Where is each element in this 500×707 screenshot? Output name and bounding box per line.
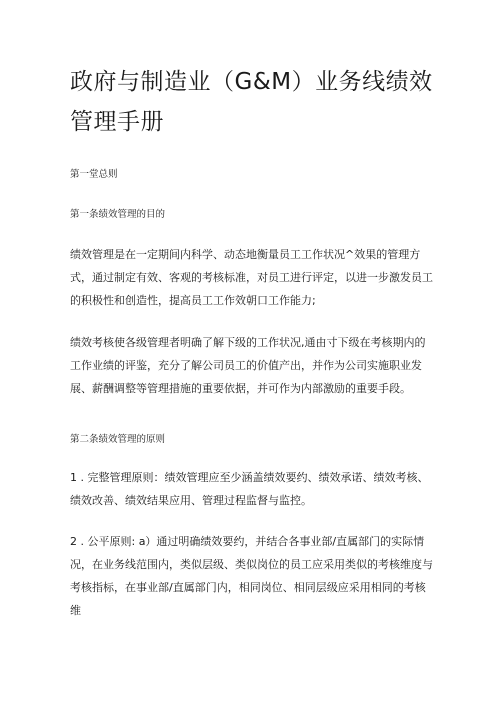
principle-2: 2 . 公平原则: a）通过明确绩效要约，并结合各事业部/直属部门的实际情况，在业务线范围内，类似层级、类似岗位的员工应采用类似的考核维度与考核指标，在事业部/直属部门内，相同岗位、相同层级应采用相同的考核维 — [70, 535, 433, 617]
principle-1: 1 . 完整管理原则：绩效管理应至少涵盖绩效要约、绩效承诺、绩效考核、绩效改善、绩效结果应用、管理过程监督与监控。 — [70, 471, 429, 507]
article1-paragraph-2: 绩效考核使各级管理者明确了解下级的工作状况,通由寸下级在考核期内的工作业绩的评鉴，充分了解公司员工的价值产出，并作为公司实施职业发展、薪酬调整等管理措施的重要依据，并可作为内部激励的重要手段。 — [70, 336, 426, 395]
chapter-heading: 第一堂总则 — [70, 169, 118, 180]
article1-heading: 第一条绩效管理的目的 — [70, 209, 166, 220]
article1-paragraph-1: 绩效管理是在一定期间内科学、动态地衡量员工工作状况^效果的管理方式，通过制定有效、客观的考核标准，对员工进行评定，以进一步激发员工的积极性和创造性，提高员工工作效朝口工作能力; — [70, 248, 433, 307]
document-title: 政府与制造业（G&M）业务线绩效管理手册 — [70, 69, 433, 135]
article2-heading: 第二条绩效管理的原则 — [70, 434, 166, 445]
